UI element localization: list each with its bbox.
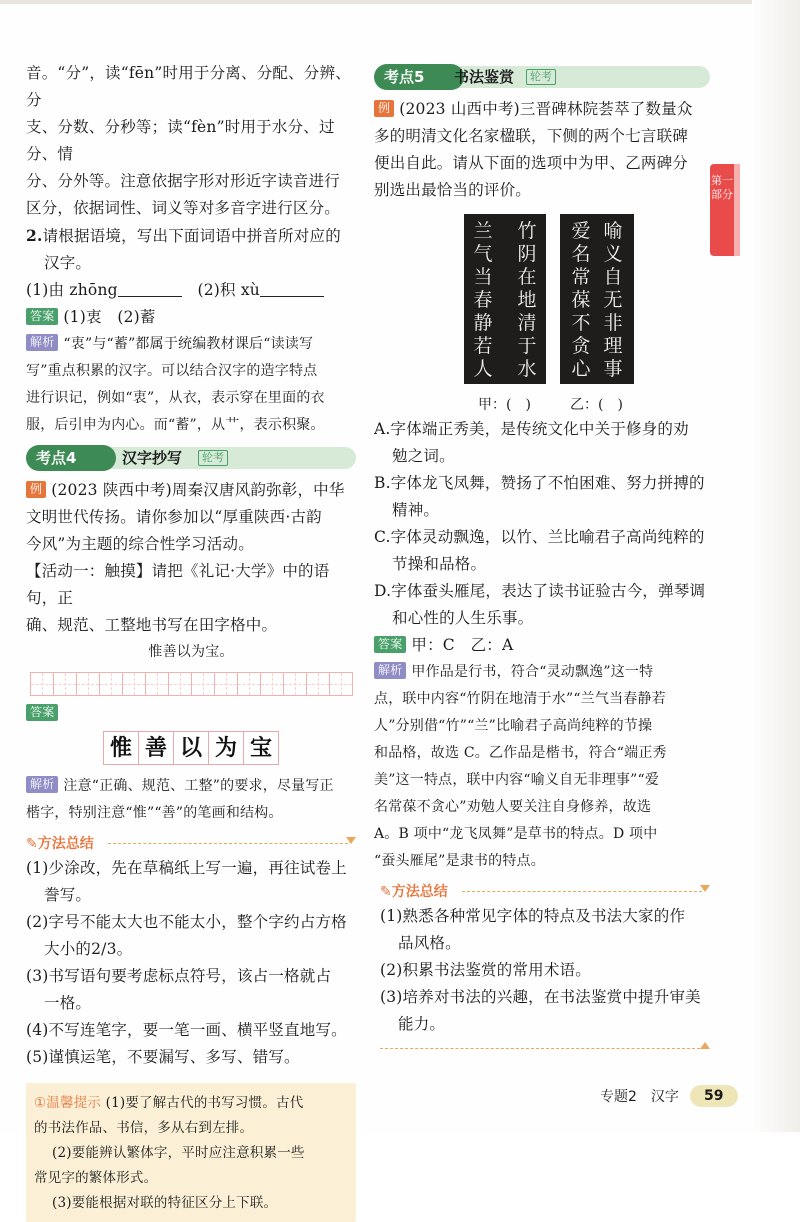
top-divider	[0, 0, 800, 4]
analysis-line: 注意“正确、规范、工整”的要求，尽量写正	[63, 778, 334, 794]
analysis-line: 甲作品是行书，符合“灵动飘逸”这一特	[411, 664, 654, 680]
kaodian-label: 考点5	[374, 64, 464, 90]
side-tab-strip	[734, 164, 740, 256]
stele-column: 喻义自无非理事	[603, 220, 623, 380]
grid-cell	[215, 672, 238, 696]
method-item: (1)少涂改，先在草稿纸上写一遍，再往试卷上	[26, 859, 347, 877]
method-summary-left	[26, 833, 356, 1071]
stele-yi	[560, 214, 634, 384]
grid-cell	[284, 672, 307, 696]
answer-tag: 答案	[26, 308, 58, 325]
tianzige-grid	[30, 672, 353, 696]
method-item-cont: 能力。	[398, 1015, 446, 1033]
answer-tag: 答案	[26, 704, 58, 721]
example-tag: 例	[26, 481, 46, 498]
method-label: ✎方法总结	[380, 884, 448, 900]
kaodian-label: 考点4	[26, 445, 116, 471]
intro-line: 区分，依据词性、词义等对多音字进行区分。	[26, 199, 341, 217]
grid-cell	[77, 672, 100, 696]
arrow-up-icon	[700, 1042, 710, 1049]
left-column	[26, 60, 356, 1222]
calligraphy-char: 以	[174, 731, 209, 765]
tip-line: 的书法作品、书信，多从右到左排。	[34, 1120, 254, 1136]
analysis-tag: 解析	[26, 776, 58, 793]
method-item-cont: 品风格。	[398, 934, 461, 952]
section-side-tab: 第一部分	[710, 164, 734, 256]
answer-blank	[260, 282, 324, 297]
analysis-line: 和品格，故选 C。乙作品是楷书，符合“端正秀	[374, 745, 667, 761]
arrow-down-icon	[346, 837, 356, 844]
kaodian-title: 书法鉴赏	[454, 68, 515, 86]
warm-tip-box	[26, 1083, 356, 1222]
option: C.字体灵动飘逸，以竹、兰比喻君子高尚纯粹的	[374, 528, 705, 546]
stele-column: 竹阴在地清于水	[517, 220, 537, 380]
question-2	[26, 222, 356, 250]
lunkao-badge: 轮考	[198, 450, 228, 466]
answer-1	[26, 304, 356, 331]
analysis-line: 美”这一特点，联中内容“喻义自无非理事”“爱	[374, 772, 660, 788]
calligraphy-char: 善	[139, 731, 174, 765]
answer-blank	[118, 282, 182, 297]
right-column	[374, 64, 710, 1056]
analysis-line: “蚕头雁尾”是隶书的特点。	[374, 853, 545, 869]
grid-cell	[146, 672, 169, 696]
stele-captions	[374, 394, 710, 416]
stele-images	[374, 214, 710, 394]
analysis-line: 人”分别借“竹”“兰”比喻君子高尚纯粹的节操	[374, 718, 653, 734]
stele-column: 兰气当春静若人	[473, 220, 493, 380]
example-line: 文明世代传扬。请你参加以“厚重陕西·古韵	[26, 508, 322, 526]
tip-line: (1)要了解古代的书写习惯。古代	[105, 1095, 304, 1111]
method-summary-right	[380, 881, 710, 1056]
stele-column: 爱名常葆不贪心	[571, 220, 591, 380]
option-cont: 和心性的人生乐事。	[392, 609, 534, 627]
kaodian-4-header	[26, 445, 356, 471]
analysis-line: 进行识记，例如“衷”，从衣，表示穿在里面的衣	[26, 390, 325, 406]
grid-cell	[169, 672, 192, 696]
analysis-right	[374, 659, 710, 875]
tip-line: 常见字的繁体形式。	[34, 1170, 158, 1186]
pencil-icon: ✎	[380, 884, 392, 900]
quote-text: 惟善以为宝。	[148, 644, 234, 660]
tip-line: (2)要能辨认繁体字，平时应注意积累一些	[52, 1145, 305, 1161]
question-text: 请根据语境，写出下面词语中拼音所对应的	[42, 227, 341, 245]
dashed-line	[380, 1048, 700, 1049]
method-item: (2)字号不能太大也不能太小，整个字约占方格	[26, 913, 347, 931]
grid-cell	[192, 672, 215, 696]
method-item-cont: 一格。	[44, 994, 92, 1012]
option-cont: 勉之词。	[392, 447, 455, 465]
answer-text: (1)衷 (2)蓄	[63, 308, 156, 326]
analysis-line: 楷字，特别注意“惟”“善”的笔画和结构。	[26, 805, 283, 821]
example-line: 别选出最恰当的评价。	[374, 181, 532, 199]
grid-cell	[261, 672, 284, 696]
calligraphy-char: 惟	[103, 731, 139, 765]
method-item: (3)书写语句要考虑标点符号，该占一格就占	[26, 967, 332, 985]
grid-cell	[54, 672, 77, 696]
intro-line: 分、分外等。注意依据字形对形近字读音进行	[26, 172, 341, 190]
calligraphy-char: 宝	[244, 731, 279, 765]
item-xu: (2)积 xù	[197, 281, 260, 299]
intro-line: 支、分数、分秒等；读“fèn”时用于水分、过分、情	[26, 118, 335, 163]
calligraphy-answer	[103, 731, 279, 765]
example-line: (2023 陕西中考)周秦汉唐风韵弥彰，中华	[51, 481, 345, 499]
tip-line: (3)要能根据对联的特征区分上下联。	[52, 1195, 278, 1211]
option: D.字体蚕头雁尾，表达了读书证验古今，弹琴调	[374, 582, 706, 600]
answer-text: 甲：C 乙：A	[411, 636, 514, 654]
option: A.字体端正秀美，是传统文化中关于修身的劝	[374, 420, 689, 438]
example-line: (2023 山西中考)三晋碑林院荟萃了数量众	[399, 100, 693, 118]
example-line: 今风”为主题的综合性学习活动。	[26, 535, 254, 553]
stele-jia	[464, 214, 546, 384]
grid-cell	[100, 672, 123, 696]
grid-cell	[30, 672, 54, 696]
item-zhong: (1)由 zhōng	[26, 281, 118, 299]
grid-cell	[307, 672, 330, 696]
caption-jia: 甲：( )	[478, 397, 531, 413]
example-line: 便出自此。请从下面的选项中为甲、乙两碑分	[374, 154, 689, 172]
analysis-tag: 解析	[374, 662, 406, 679]
option: B.字体龙飞凤舞，赞扬了不怕困难、努力拼搏的	[374, 474, 705, 492]
answer-right	[374, 632, 710, 659]
grid-cell	[123, 672, 146, 696]
analysis-line: “衷”与“蓄”都属于统编教材课后“读读写	[63, 336, 314, 352]
method-item: (2)积累书法鉴赏的常用术语。	[380, 961, 591, 979]
analysis-tag: 解析	[26, 334, 58, 351]
page-edge-shade	[752, 0, 800, 1132]
answer-tag: 答案	[374, 636, 406, 653]
dashed-line	[108, 843, 348, 844]
example-line: 多的明清文化名家楹联，下侧的两个七言联碑	[374, 127, 689, 145]
option-cont: 精神。	[392, 501, 440, 519]
dashed-line	[462, 891, 702, 892]
method-item: (5)谨慎运笔，不要漏写、多写、错写。	[26, 1048, 300, 1066]
pencil-icon: ✎	[26, 836, 38, 852]
question-2-items	[26, 277, 356, 304]
method-item: (4)不写连笔字，要一笔一画、横平竖直地写。	[26, 1021, 347, 1039]
caption-yi: 乙：( )	[570, 397, 623, 413]
grid-cell	[330, 672, 353, 696]
analysis-line: 点，联中内容“竹阴在地清于水”“兰气当春静若	[374, 691, 666, 707]
example-line: 【活动一：触摸】请把《礼记·大学》中的语句，正	[26, 562, 330, 607]
method-label: ✎方法总结	[26, 836, 94, 852]
analysis-line: 服，后引申为内心。而“蓄”，从艹，表示积聚。	[26, 417, 325, 433]
method-item-cont: 誊写。	[44, 886, 92, 904]
intro-line: 音。“分”，读“fēn”时用于分离、分配、分辨、分	[26, 64, 351, 109]
method-item: (1)熟悉各种常见字体的特点及书法大家的作	[380, 907, 686, 925]
kaodian-title: 汉字抄写	[122, 449, 183, 467]
calligraphy-char: 为	[209, 731, 244, 765]
question-number: 2.	[26, 226, 43, 245]
analysis-line: 写”重点积累的汉字。可以结合汉字的造字特点	[26, 363, 318, 379]
analysis-1	[26, 331, 356, 439]
kaodian-5-header	[374, 64, 710, 90]
example-line: 确、规范、工整地书写在田字格中。	[26, 616, 278, 634]
method-item-cont: 大小的2/3。	[44, 940, 133, 958]
grid-cell	[238, 672, 261, 696]
footer-topic: 专题2 汉字	[600, 1089, 679, 1105]
example-tag: 例	[374, 100, 394, 117]
arrow-down-icon	[700, 885, 710, 892]
analysis-line: A。B 项中“龙飞凤舞”是草书的特点。D 项中	[374, 826, 658, 842]
question-2-cont: 汉字。	[44, 254, 92, 272]
lunkao-badge: 轮考	[526, 69, 556, 85]
tip-label: ①温馨提示	[34, 1095, 102, 1111]
page-number: 59	[690, 1085, 738, 1107]
method-item: (3)培养对书法的兴趣，在书法鉴赏中提升审美	[380, 988, 701, 1006]
option-cont: 节操和品格。	[392, 555, 487, 573]
analysis-line: 名常葆不贪心”劝勉人要关注自身修养，故选	[374, 799, 652, 815]
